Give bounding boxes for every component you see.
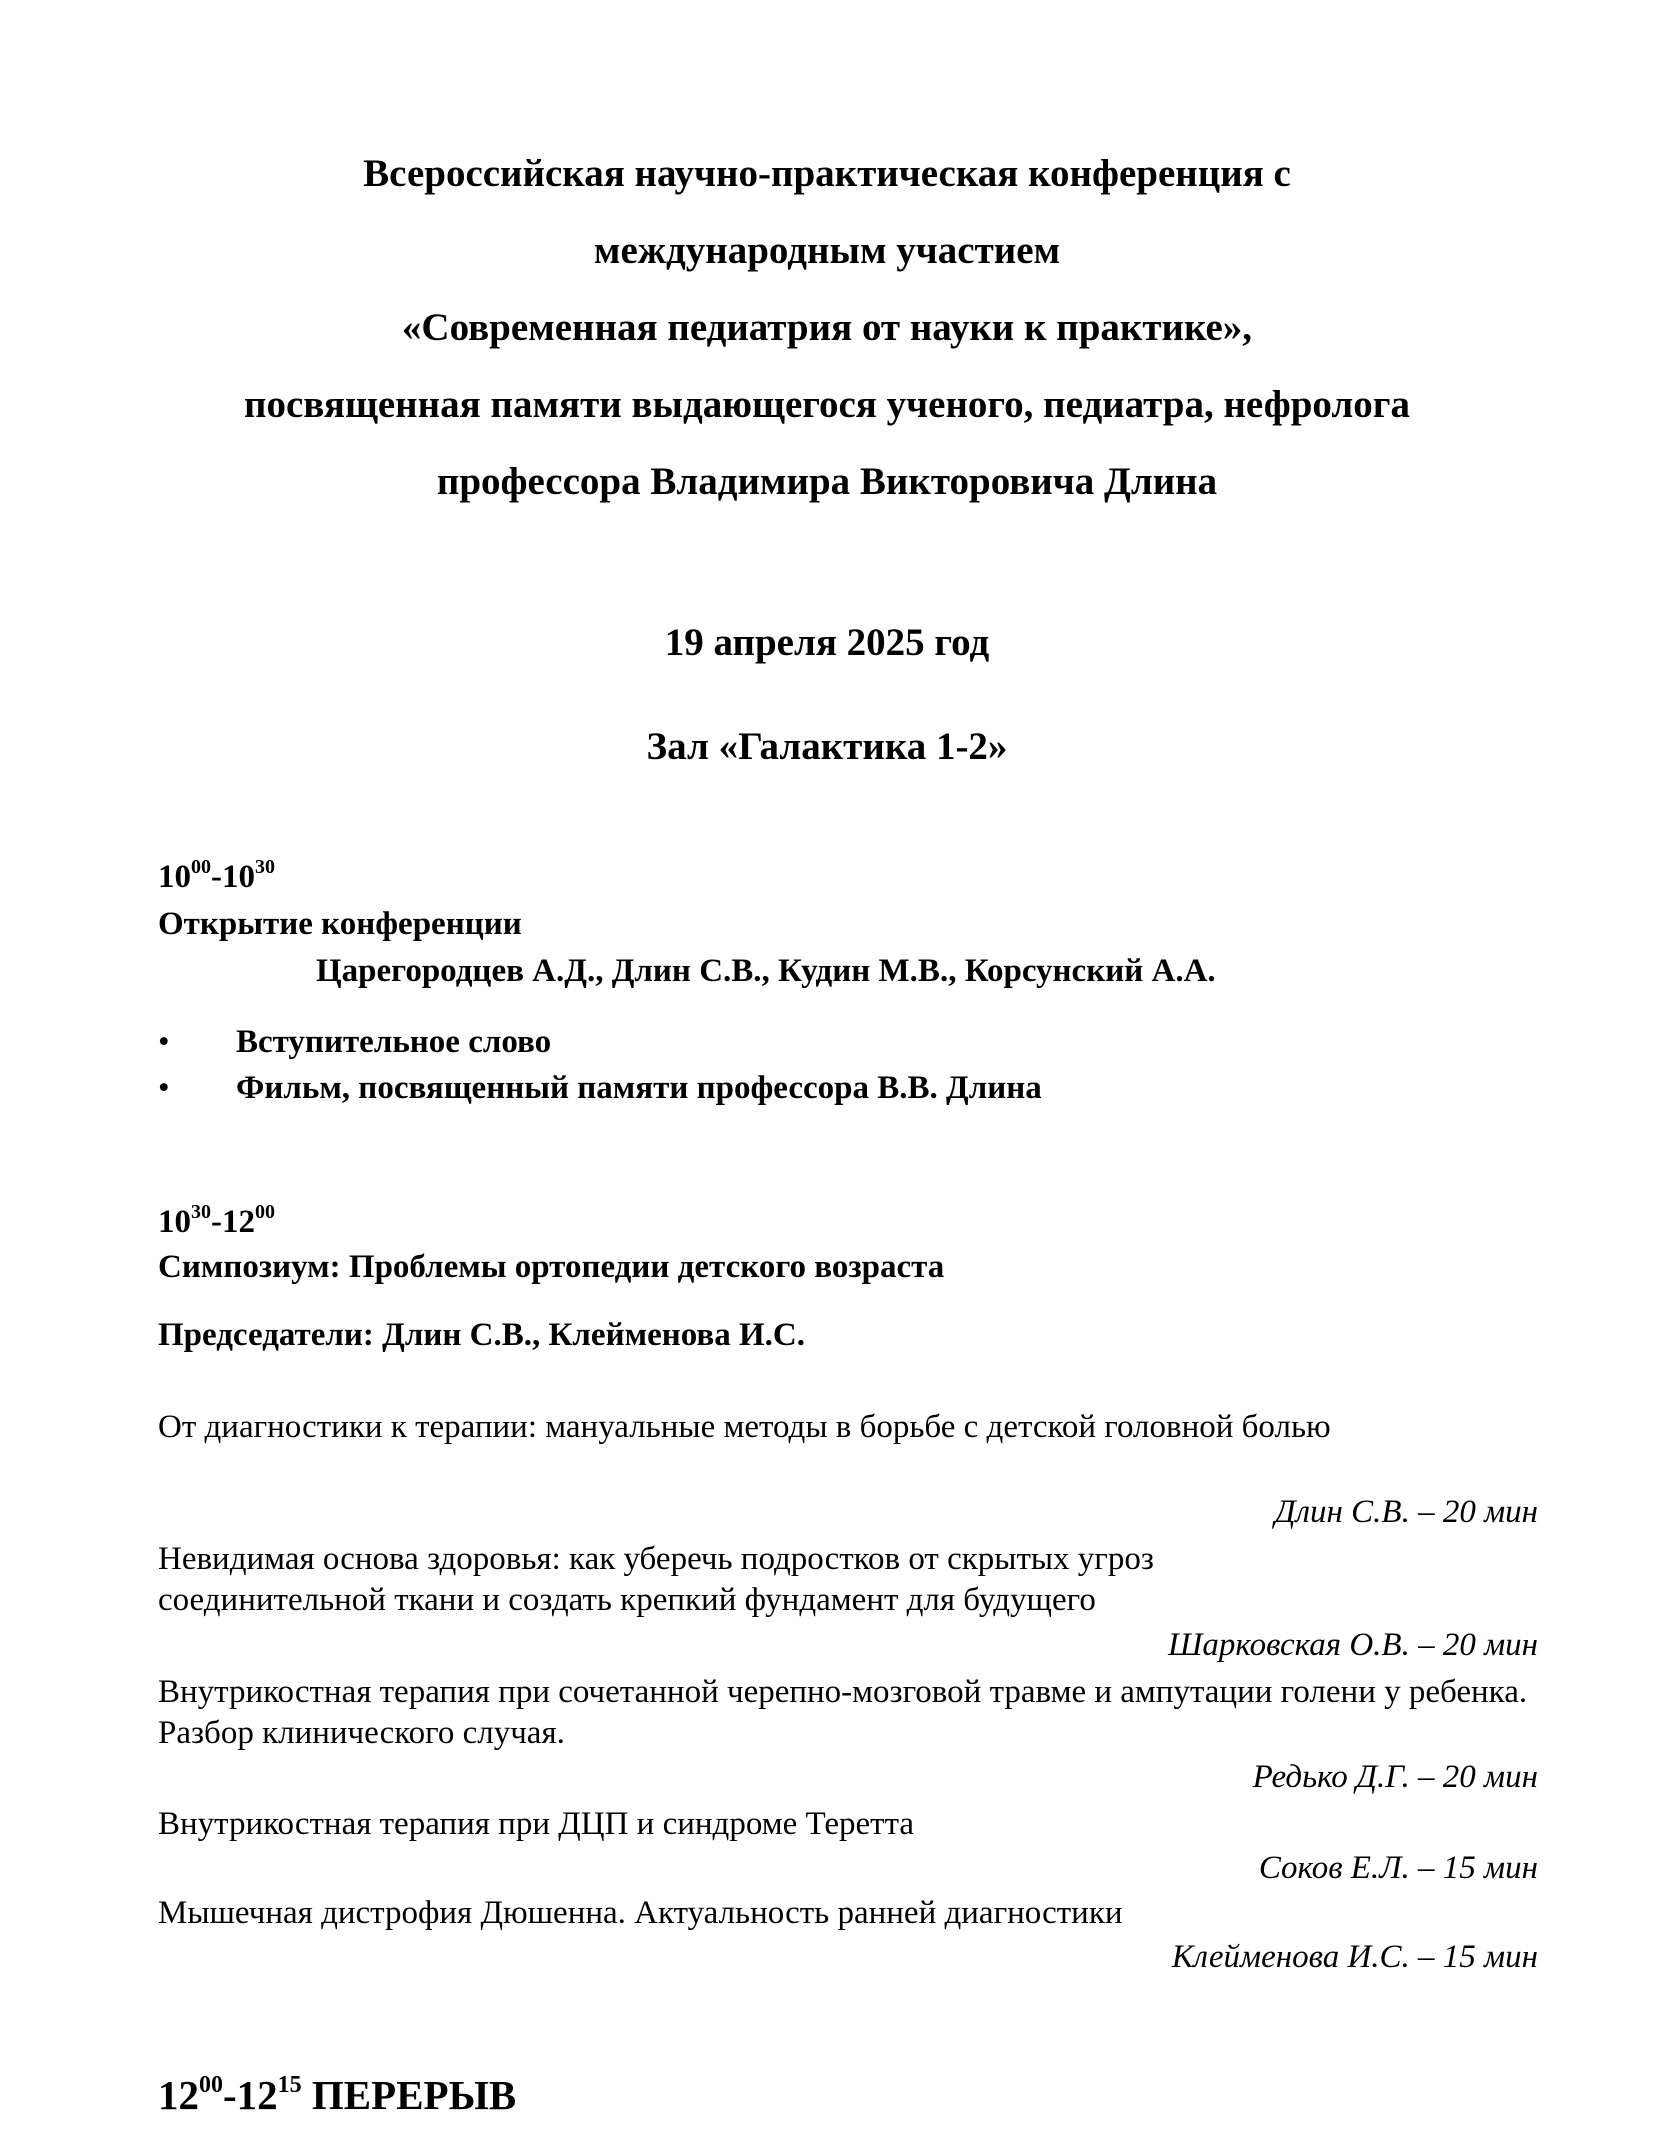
talk-title: Невидимая основа здоровья: как уберечь подростков от скрытых угроз соединительной ткани и создать крепкий фундамент для будущего <box>158 1541 1154 1618</box>
bullet-icon: • <box>158 1070 170 1106</box>
talk-author: Шарковская О.В. – 20 мин <box>1167 1627 1538 1663</box>
talk-author: Клейменова И.С. – 15 мин <box>1171 1939 1538 1975</box>
opening-title: Открытие конференции <box>158 906 522 942</box>
symposium-time: $10^{30}-12^{00}$ <box>158 1201 275 1240</box>
title-line-3: «Современная педиатрия от науки к практике», <box>401 306 1253 349</box>
talk-author: Длин С.В. – 20 мин <box>1274 1494 1538 1530</box>
opening-time: $10^{00}-10^{30}$ <box>158 856 275 895</box>
title-line-2: международным участием <box>593 229 1061 272</box>
conference-hall: Зал «Галактика 1-2» <box>646 725 1008 768</box>
conference-date: 19 апреля 2025 год <box>664 621 990 664</box>
title-line-4: посвященная памяти выдающегося ученого, педиатра, нефролога <box>244 383 1410 426</box>
title-line-5: профессора Владимира Викторовича Длина <box>436 460 1218 503</box>
symposium-chairs: Председатели: Длин С.В., Клейменова И.С. <box>158 1317 805 1353</box>
title-line-1: Всероссийская научно-практическая конференция с <box>363 152 1291 195</box>
talk-author: Соков Е.Л. – 15 мин <box>1258 1850 1538 1886</box>
bullet-icon: • <box>158 1024 170 1060</box>
symposium-title: Симпозиум: Проблемы ортопедии детского возраста <box>158 1249 945 1285</box>
break-label: ПЕРЕРЫВ <box>311 2072 517 2118</box>
bullet-text: Фильм, посвященный памяти профессора В.В. Длина <box>236 1070 1042 1106</box>
break-line: $12^{00}-12^{15}$ ПЕРЕРЫВ <box>158 2072 517 2118</box>
opening-speakers: Царегородцев А.Д., Длин С.В., Кудин М.В., Корсунский А.А. <box>316 953 1216 989</box>
talk-title: Мышечная дистрофия Дюшенна. Актуальность ранней диагностики <box>158 1895 1123 1931</box>
conference-title <box>0 135 1654 520</box>
talk-title: От диагностики к терапии: мануальные методы в борьбе с детской головной болью <box>158 1409 1331 1445</box>
talk-author: Редько Д.Г. – 20 мин <box>1252 1759 1538 1795</box>
talk-title: Внутрикостная терапия при ДЦП и синдроме Теретта <box>158 1806 915 1842</box>
bullet-text: Вступительное слово <box>236 1024 552 1060</box>
talk-title: Внутрикостная терапия при сочетанной черепно-мозговой травме и ампутации голени у ребенка. Разбор клинического случая. <box>158 1674 1528 1751</box>
